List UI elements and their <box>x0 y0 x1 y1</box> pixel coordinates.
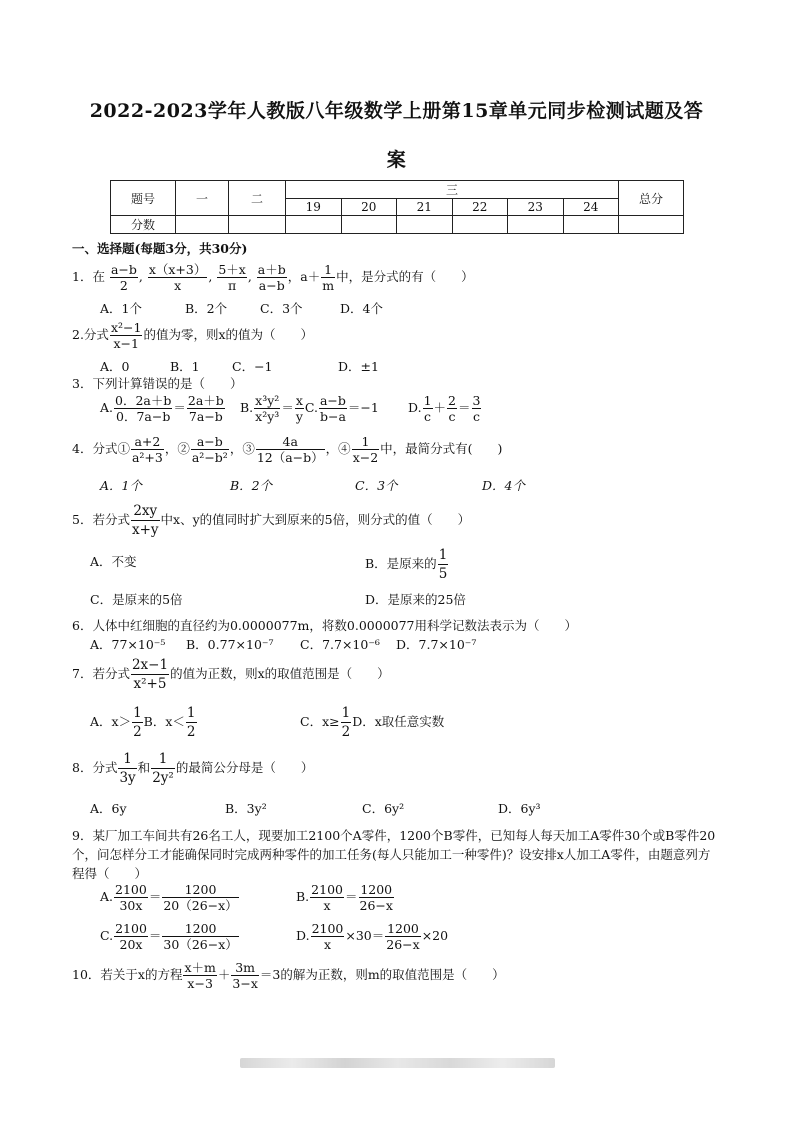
question-2: 2.分式 $\frac{\text{x²−1}}{x-1}$ 的值为零，则x的值为（ ） <box>72 320 313 351</box>
score-cell <box>452 216 508 234</box>
header-q24: 24 <box>563 199 619 216</box>
question-4: 4．分式① $\frac{a+2}{\text{a²+3}}$ ，② $\frac{a-b}{\text{a²−b²}}$ ，③ $\frac{4a}{12(a-b)}$ ，④ $\frac{1}{x-2}$ 中，最简分式有( ) <box>72 434 503 465</box>
score-cell <box>508 216 564 234</box>
q9-option-d: D. $\frac{2100}{x}$ ×30＝ $\frac{1200}{26-x}$ ×20 <box>296 921 449 952</box>
q8-option-c: C．6y² <box>362 801 405 816</box>
fraction: $\frac{x(x+3)}{x}$ <box>148 262 207 293</box>
q8-option-a: A．6y <box>90 801 127 816</box>
fraction: $\frac{\text{x²−1}}{x-1}$ <box>110 320 142 351</box>
header-part-two: 二 <box>229 181 286 216</box>
blurred-footer-watermark <box>240 1058 555 1068</box>
document-title: 2022-2023学年人教版八年级数学上册第15章单元同步检测试题及答 <box>89 100 704 122</box>
q4-option-c: C．3个 <box>355 478 398 493</box>
fraction: $\frac{a-b}{2}$ <box>110 262 137 293</box>
q8-option-b: B．3y² <box>225 801 267 816</box>
question-5: 5．若分式 $\frac{2xy}{x+y}$ 中x、y的值同时扩大到原来的5倍，则分式的值（ ） <box>72 503 471 538</box>
q2-option-a: A．0 <box>100 359 130 374</box>
header-q22: 22 <box>452 199 508 216</box>
q7-option-c-d: C．x≥ $\frac{1}{2}$ D．x取任意实数 <box>300 705 445 740</box>
question-3: 3．下列计算错误的是（ ） <box>72 376 243 391</box>
q4-option-b: B．2个 <box>230 478 273 493</box>
q6-option-d: D．7.7×10⁻⁷ <box>396 637 477 652</box>
header-part-one: 一 <box>176 181 229 216</box>
header-q23: 23 <box>508 199 564 216</box>
q9-option-a: A. $\frac{2100}{30x}$ ＝ $\frac{1200}{20(26-x)}$ <box>100 882 238 913</box>
q1-option-b: B．2个 <box>185 301 228 316</box>
score-cell <box>176 216 229 234</box>
q2-option-c: C．−1 <box>232 359 273 374</box>
row-score-label: 分数 <box>111 216 176 234</box>
q5-option-d: D．是原来的25倍 <box>365 592 466 607</box>
q6-option-a: A．77×10⁻⁵ <box>90 637 166 652</box>
score-cell <box>619 216 684 234</box>
q2-option-b: B．1 <box>170 359 200 374</box>
score-table <box>110 180 684 234</box>
fraction: $\frac{1}{m}$ <box>322 262 335 293</box>
q5-option-b: B．是原来的 $\frac{1}{5}$ <box>365 547 448 582</box>
header-question-number: 题号 <box>111 181 176 216</box>
score-cell <box>341 216 397 234</box>
score-cell <box>397 216 453 234</box>
q7-option-a-b: A．x＞ $\frac{1}{2}$ B．x＜ $\frac{1}{2}$ <box>90 705 196 740</box>
q4-option-a: A．1个 <box>100 478 142 493</box>
header-total: 总分 <box>619 181 684 216</box>
fraction: $\frac{5+x}{\pi}$ <box>218 262 246 293</box>
q3-option-a: A. $\frac{0.2a+b}{0.7a-b}$ ＝ $\frac{2a+b}{7a-b}$ <box>100 393 224 424</box>
question-8: 8．分式 $\frac{1}{3y}$ 和 $\frac{1}{\text{2y²}}$ 的最简公分母是（ ） <box>72 751 314 786</box>
header-q20: 20 <box>341 199 397 216</box>
section-heading: 一、选择题(每题3分，共30分) <box>72 241 248 256</box>
q9-option-c: C. $\frac{2100}{20x}$ ＝ $\frac{1200}{30(26-x)}$ <box>100 921 238 952</box>
q1-option-a: A．1个 <box>100 301 142 316</box>
q6-option-b: B．0.77×10⁻⁷ <box>186 637 274 652</box>
q5-option-a: A．不变 <box>90 554 137 569</box>
q1-option-c: C．3个 <box>260 301 303 316</box>
score-cell <box>563 216 619 234</box>
header-q21: 21 <box>397 199 453 216</box>
q3-option-b-c: B. $\frac{\text{x³y²}}{\text{x²y³}}$ ＝ $\frac{x}{y}$ C. $\frac{a-b}{b-a}$ ＝−1 <box>240 393 379 424</box>
q4-option-d: D．4个 <box>482 478 525 493</box>
header-q19: 19 <box>286 199 342 216</box>
q1-option-d: D．4个 <box>340 301 383 316</box>
score-cell <box>286 216 342 234</box>
question-10: 10．若关于x的方程 $\frac{x+m}{x-3}$ ＋ $\frac{3m}{3-x}$ ＝3的解为正数，则m的取值范围是（ ） <box>72 960 505 991</box>
document-title-continued: 案 <box>386 149 407 171</box>
question-7: 7．若分式 $\frac{2x-1}{\text{x²+5}}$ 的值为正数，则x的取值范围是（ ） <box>72 657 390 692</box>
q3-option-d: D. $\frac{1}{c}$ ＋ $\frac{2}{c}$ ＝ $\frac{3}{c}$ <box>408 393 481 424</box>
q5-option-c: C．是原来的5倍 <box>90 592 183 607</box>
question-6: 6．人体中红细胞的直径约为0.0000077m，将数0.0000077用科学记数法表示为（ ） <box>72 618 578 633</box>
fraction: $\frac{a+b}{a-b}$ <box>257 262 286 293</box>
score-cell <box>229 216 286 234</box>
q8-option-d: D．6y³ <box>498 801 541 816</box>
q2-option-d: D．±1 <box>338 359 379 374</box>
q6-option-c: C．7.7×10⁻⁶ <box>300 637 380 652</box>
header-part-three: 三 <box>286 181 619 199</box>
question-9: 9．某厂加工车间共有26名工人，现要加工2100个A零件，1200个B零件，已知每人每天加工A零件30个或B零件20个，问怎样分工才能确保同时完成两种零件的加工任务(每人只能加工一种零件)？设安排x人加工A零件，由题意列方程得（ ） <box>72 828 716 881</box>
question-1: 1．在 $\frac{a-b}{2}$ , $\frac{x(x+3)}{x}$ , $\frac{5+x}{\pi}$ , $\frac{a+b}{a-b}$ ，a＋ $\frac{1}{m}$ 中，是分式的有（ ） <box>72 262 474 293</box>
q9-option-b: B. $\frac{2100}{x}$ ＝ $\frac{1200}{26-x}$ <box>296 882 393 913</box>
